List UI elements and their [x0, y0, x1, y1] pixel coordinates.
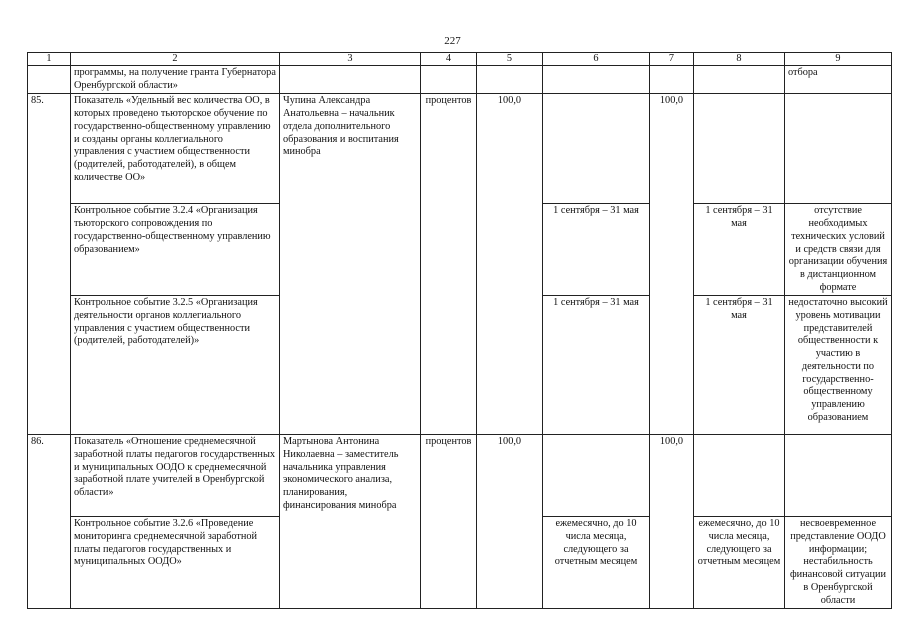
event-date-col6: 1 сентября – 31 мая [543, 204, 650, 296]
col-number: 7 [650, 53, 694, 66]
row-number: 85. [28, 94, 71, 435]
col-number: 2 [71, 53, 280, 66]
value-col5: 100,0 [477, 435, 543, 609]
value-col7: 100,0 [650, 94, 694, 435]
indicator-text: Показатель «Удельный вес количества ОО, в которых проведено тьюторское обучение по государственно-общественному управлению и созданы органы коллегиального управления с участием общественности (родителей, работодателей), в общем количестве ОО» [71, 94, 280, 204]
col-number: 8 [694, 53, 785, 66]
col-number: 1 [28, 53, 71, 66]
unit-cell: процентов [421, 94, 477, 435]
continuation-text: программы, на получение гранта Губернатора Оренбургской области» [71, 66, 280, 94]
indicator-text: Показатель «Отношение среднемесячной заработной платы педагогов государственных и муниципальных ООДО к среднемесячной заработной плате учителей в Оренбургской области» [71, 435, 280, 517]
col-number: 3 [280, 53, 421, 66]
event-risk: недостаточно высокий уровень мотивации представителей общественности к участию в деятельности по государственно-общественному управлению образованием [785, 296, 892, 435]
continuation-risk: отбора [785, 66, 892, 94]
value-col7: 100,0 [650, 435, 694, 609]
event-risk: отсутствие необходимых технических условий и средств связи для организации обучения в дистанционном формате [785, 204, 892, 296]
row-number: 86. [28, 435, 71, 609]
value-col5: 100,0 [477, 94, 543, 435]
event-text: Контрольное событие 3.2.6 «Проведение мониторинга среднемесячной заработной платы педагогов государственных и муниципальных ООДО» [71, 517, 280, 609]
unit-cell: процентов [421, 435, 477, 609]
table-row-86 [28, 435, 892, 517]
col-number: 5 [477, 53, 543, 66]
responsible-person: Мартынова Антонина Николаевна – заместитель начальника управления экономического анализа, планирования, финансирования минобра [280, 435, 421, 609]
event-text: Контрольное событие 3.2.5 «Организация деятельности органов коллегиального управления с участием общественности (родителей, работодателей)» [71, 296, 280, 435]
page-number: 227 [444, 35, 461, 47]
event-date-col8: 1 сентября – 31 мая [694, 296, 785, 435]
event-date-col6: 1 сентября – 31 мая [543, 296, 650, 435]
col-number: 9 [785, 53, 892, 66]
event-text: Контрольное событие 3.2.4 «Организация тьюторского сопровождения по государственно-общественному управлению образованием» [71, 204, 280, 296]
col-number: 4 [421, 53, 477, 66]
column-numbers-row [28, 53, 892, 66]
event-date-col6: ежемесячно, до 10 числа месяца, следующего за отчетным месяцем [543, 517, 650, 609]
continuation-row [28, 66, 892, 94]
event-date-col8: ежемесячно, до 10 числа месяца, следующего за отчетным месяцем [694, 517, 785, 609]
document-table [27, 52, 892, 609]
responsible-person: Чупина Александра Анатольевна – начальник отдела дополнительного образования и воспитания минобра [280, 94, 421, 435]
col-number: 6 [543, 53, 650, 66]
table-row-85 [28, 94, 892, 204]
event-date-col8: 1 сентября – 31 мая [694, 204, 785, 296]
event-risk: несвоевременное представление ООДО информации; нестабильность финансовой ситуации в Оренбургской области [785, 517, 892, 609]
